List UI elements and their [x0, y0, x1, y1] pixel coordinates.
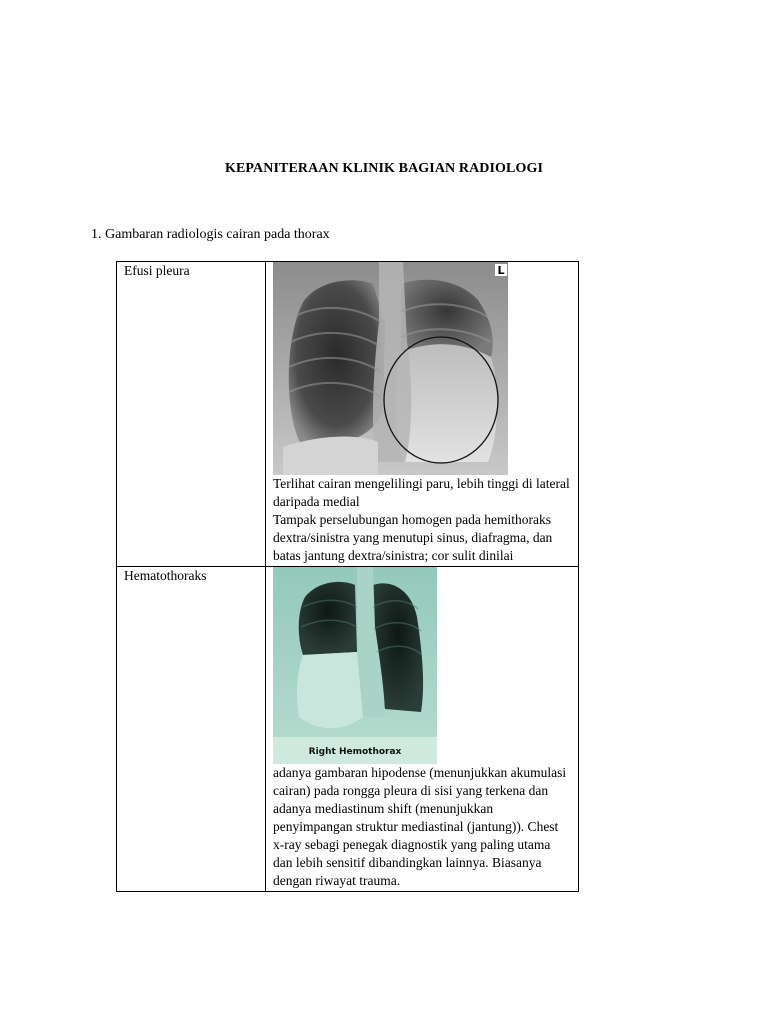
row-label: Efusi pleura: [117, 262, 266, 567]
table-row: [117, 567, 579, 892]
row-label: Hematothoraks: [117, 567, 266, 892]
row-content: [266, 567, 579, 892]
section-heading: 1. Gambaran radiologis cairan pada thorax: [91, 227, 330, 242]
pleural-effusion-xray-image: [273, 262, 508, 475]
image-marker: L: [497, 264, 505, 277]
document-title: KEPANITERAAN KLINIK BAGIAN RADIOLOGI: [225, 161, 543, 176]
findings-table: [116, 261, 579, 892]
row-content: [266, 262, 579, 567]
row-description: Terlihat cairan mengelilingi paru, lebih tinggi di lateral daripada medial Tampak perselubungan homogen pada hemithoraks dextra/sinistra yang menutupi sinus, diafragma, dan batas jantung dextra/sinistra; cor sulit dinilai: [273, 476, 570, 563]
image-caption: Right Hemothorax: [308, 747, 402, 757]
hemothorax-xray-image: [273, 567, 437, 764]
table-row: [117, 262, 579, 567]
row-description: adanya gambaran hipodense (menunjukkan akumulasi cairan) pada rongga pleura di sisi yang terkena dan adanya mediastinum shift (menunjukkan penyimpangan struktur mediastinal (jantung)). Chest x-ray sebagi penegak diagnostik yang paling utama dan lebih sensitif dibandingkan lainnya. Biasanya dengan riwayat trauma.: [273, 765, 567, 888]
